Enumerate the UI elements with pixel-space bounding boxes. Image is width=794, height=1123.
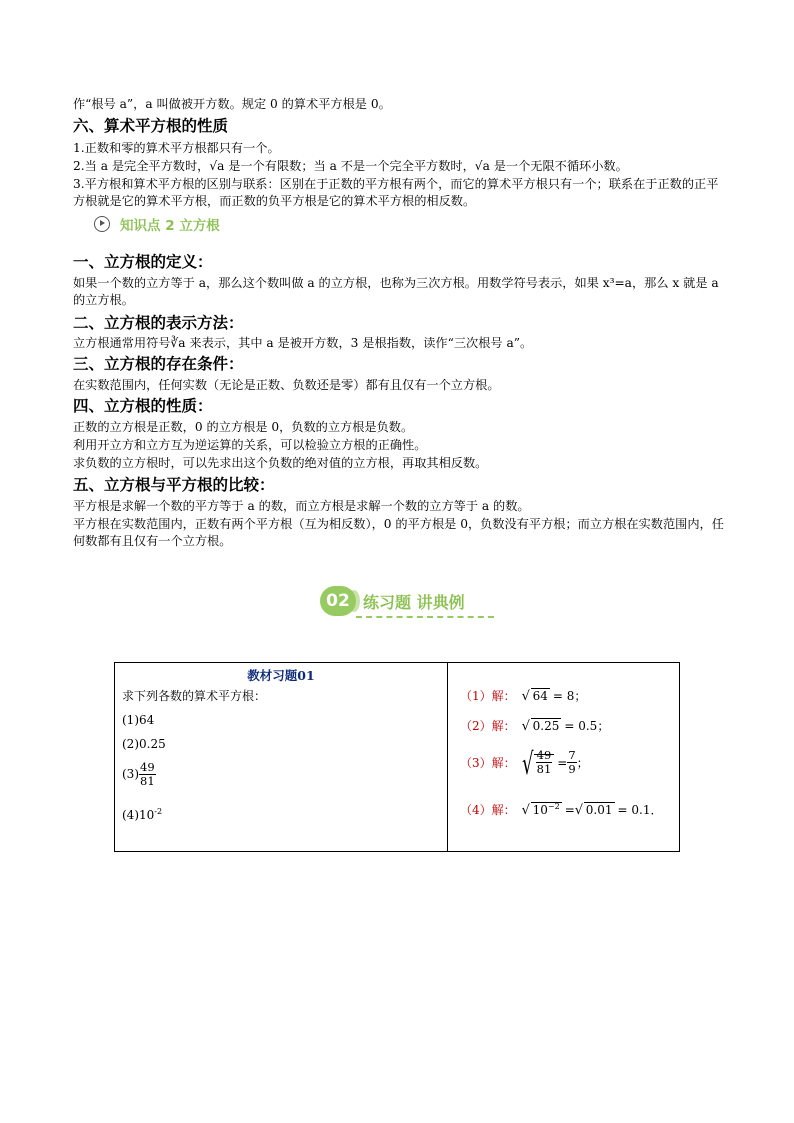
exercise-item: (1)64 bbox=[122, 713, 155, 727]
sqrt-expression: √ 0.25 bbox=[521, 718, 560, 734]
exercise-item bbox=[122, 761, 156, 788]
sqrt-expression: √ $\frac{49}{81}$ bbox=[522, 749, 555, 776]
sqrt-expression: √ 64 bbox=[521, 688, 548, 704]
item-prefix: (3) bbox=[122, 767, 139, 781]
solution-line: （2）解： √ 0.25 = 0.5； bbox=[460, 718, 610, 734]
section-badge bbox=[320, 586, 360, 616]
text-paragraph: 3.平方根和算术平方根的区别与联系：区别在于正数的平方根有两个，而它的算术平方根只有一个；联系在于正数的正平方根就是它的算术平方根，而正数的负平方根是它的算术平方根的相反数。 bbox=[73, 177, 719, 208]
section-title: 练习题 讲典例 bbox=[363, 593, 465, 612]
heading-comparison: 五、立方根与平方根的比较： bbox=[73, 476, 275, 494]
text-paragraph: 如果一个数的立方等于 a，那么这个数叫做 a 的立方根，也称为三次方根。用数学符号表示，如果 x³=a，那么 x 就是 a 的立方根。 bbox=[73, 276, 719, 307]
fraction: $\frac{7}{9}$ bbox=[568, 748, 576, 776]
solution-label: （4）解： bbox=[460, 803, 516, 817]
text-line: 求负数的立方根时，可以先求出这个负数的绝对值的立方根，再取其相反数。 bbox=[73, 456, 488, 470]
exercise-question-cell bbox=[115, 663, 448, 851]
heading-properties-sqrt: 六、算术平方根的性质 bbox=[73, 117, 229, 135]
text-line: 作“根号 a”，a 叫做被开方数。规定 0 的算术平方根是 0。 bbox=[73, 97, 391, 111]
text-line: 利用开立方和立方互为逆运算的关系，可以检验立方根的正确性。 bbox=[73, 438, 427, 452]
text-line: 在实数范围内，任何实数（无论是正数、负数还是零）都有且仅有一个立方根。 bbox=[73, 378, 500, 392]
knowledge-point-header bbox=[94, 214, 220, 234]
solution-label: （2）解： bbox=[460, 719, 516, 733]
exercise-solution-cell bbox=[448, 663, 679, 851]
heading-notation: 二、立方根的表示方法： bbox=[73, 314, 244, 332]
exercise-item: $(4)10^{-2}$ bbox=[122, 807, 163, 822]
play-circle-icon bbox=[94, 216, 110, 232]
solution-line: （4）解： √ $10^{-2}$ = √ 0.01 = 0.1． bbox=[460, 802, 663, 818]
text-line: 平方根是求解一个数的平方等于 a 的数，而立方根是求解一个数的立方等于 a 的数。 bbox=[73, 499, 530, 513]
knowledge-point-title: 知识点 2 立方根 bbox=[120, 218, 220, 234]
section-underline bbox=[356, 616, 494, 618]
sqrt-expression: √ $10^{-2}$ bbox=[521, 802, 560, 818]
exercise-prompt: 求下列各数的算术平方根： bbox=[122, 689, 267, 703]
fraction: $\frac{49}{81}$ bbox=[140, 760, 155, 788]
exercise-item: (2)0.25 bbox=[122, 737, 166, 751]
solution-label: （1）解： bbox=[460, 689, 516, 703]
heading-properties-cbrt: 四、立方根的性质： bbox=[73, 397, 213, 415]
text-line: 正数的立方根是正数，0 的立方根是 0，负数的立方根是负数。 bbox=[73, 420, 414, 434]
exercise-title: 教材习题01 bbox=[247, 668, 315, 683]
heading-existence: 三、立方根的存在条件： bbox=[73, 355, 244, 373]
solution-line: （1）解： √ 64 = 8； bbox=[460, 688, 587, 704]
text-paragraph: 平方根在实数范围内，正数有两个平方根（互为相反数），0 的平方根是 0，负数没有平方根；而立方根在实数范围内，任何数都有且仅有一个立方根。 bbox=[73, 517, 724, 548]
solution-line: （3）解： √ $\frac{49}{81}$ = $\frac{7}{9}$ ； bbox=[460, 747, 589, 782]
solution-label: （3）解： bbox=[460, 756, 516, 770]
sqrt-expression: √ 0.01 bbox=[574, 802, 613, 818]
text-line: 1.正数和零的算术平方根都只有一个。 bbox=[73, 141, 280, 155]
exercise-table bbox=[114, 662, 680, 852]
heading-definition: 一、立方根的定义： bbox=[73, 253, 213, 271]
text-line: 立方根通常用符号∛a 来表示，其中 a 是被开方数，3 是根指数，读作“三次根号 a”。 bbox=[73, 336, 533, 350]
section-number: 02 bbox=[320, 586, 356, 616]
text-line: 2.当 a 是完全平方数时，√a 是一个有限数；当 a 不是一个完全平方数时，√a 是一个无限不循环小数。 bbox=[73, 159, 628, 173]
